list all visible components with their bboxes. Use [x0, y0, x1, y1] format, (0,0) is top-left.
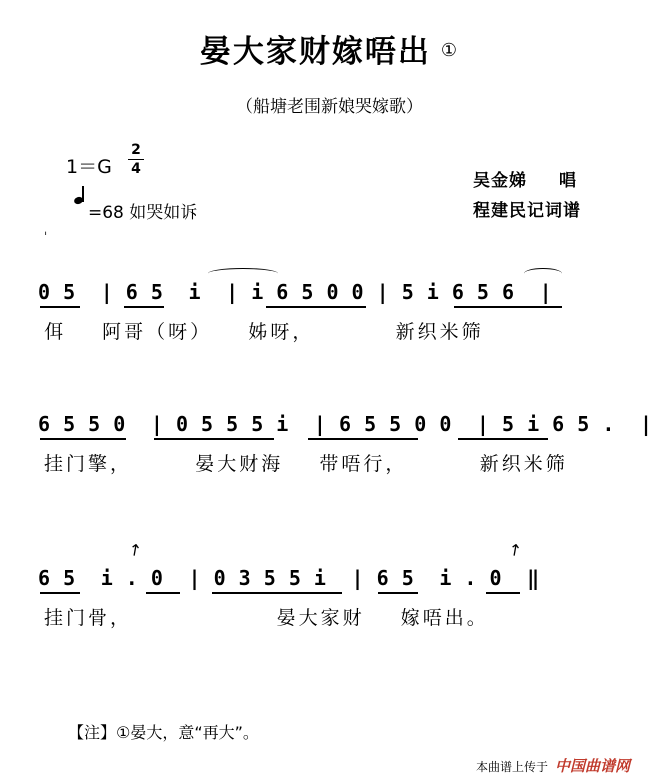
credit-singer-name: 吴金娣 [473, 171, 527, 191]
beam [454, 306, 562, 308]
quarter-note-icon [73, 196, 84, 206]
subtitle: （船塘老围新娘哭嫁歌） [236, 97, 423, 117]
time-sig-line [128, 159, 144, 160]
site-logo[interactable]: 中国曲谱网 [555, 757, 631, 775]
credit-transcriber [473, 196, 581, 221]
credit-singer-role: 唱 [559, 171, 577, 191]
title-text: 晏大家财嫁唔出 [199, 34, 431, 70]
beam [146, 592, 180, 594]
tempo-marking: =68 如哭如诉 [88, 203, 198, 223]
glide-arrow-icon: ↗ [123, 537, 146, 562]
row-2-notes: 6 5 5 0 | 0 5 5 5 i | 6 5 5 0 0 | 5 i 6 5 . | [38, 412, 653, 436]
source-text: 本曲谱上传于 [476, 760, 549, 774]
score-row-2 [38, 412, 653, 475]
time-signature [128, 142, 144, 177]
beam [486, 592, 520, 594]
key-signature: 1＝G [66, 156, 112, 178]
score-row-3 [38, 537, 638, 629]
footnote: 【注】①晏大，意“再大”。 [68, 723, 259, 742]
time-sig-bottom: 4 [131, 161, 141, 177]
row-2-lyrics: 挂门擎， 晏大财海 带唔行， 新织米筛 [44, 453, 568, 475]
beam [40, 438, 126, 440]
page-title [0, 26, 659, 71]
score-row-1 [38, 280, 638, 343]
beam [378, 592, 418, 594]
beam [154, 438, 274, 440]
row-1-notes: 0 5 | 6 5 i | i 6 5 0 0 | 5 i 6 5 6 | [38, 280, 553, 304]
beam [212, 592, 342, 594]
beam [40, 592, 80, 594]
row-1-lyrics: 佴 阿哥（呀） 姊呀， 新织米筛 [44, 321, 484, 343]
beam [458, 438, 548, 440]
tie-slur [208, 268, 278, 279]
row-3-lyrics: 挂门骨， 晏大家财 嫁唔出。 [44, 607, 489, 629]
credit-singer [473, 166, 577, 191]
beam [308, 438, 418, 440]
beam [266, 306, 366, 308]
credit-transcriber-name: 程建民记词谱 [473, 201, 581, 221]
title-footnote-mark: ① [440, 40, 460, 61]
row-3-notes: 6 5 i . 0 | 0 3 5 5 i | 6 5 i . 0 ‖ [38, 566, 540, 590]
margin-mark: ˌ [44, 222, 48, 236]
glide-arrow-icon: ↗ [503, 537, 526, 562]
beam [40, 306, 80, 308]
tie-slur [524, 268, 562, 279]
time-sig-top: 2 [131, 142, 141, 158]
beam [124, 306, 164, 308]
